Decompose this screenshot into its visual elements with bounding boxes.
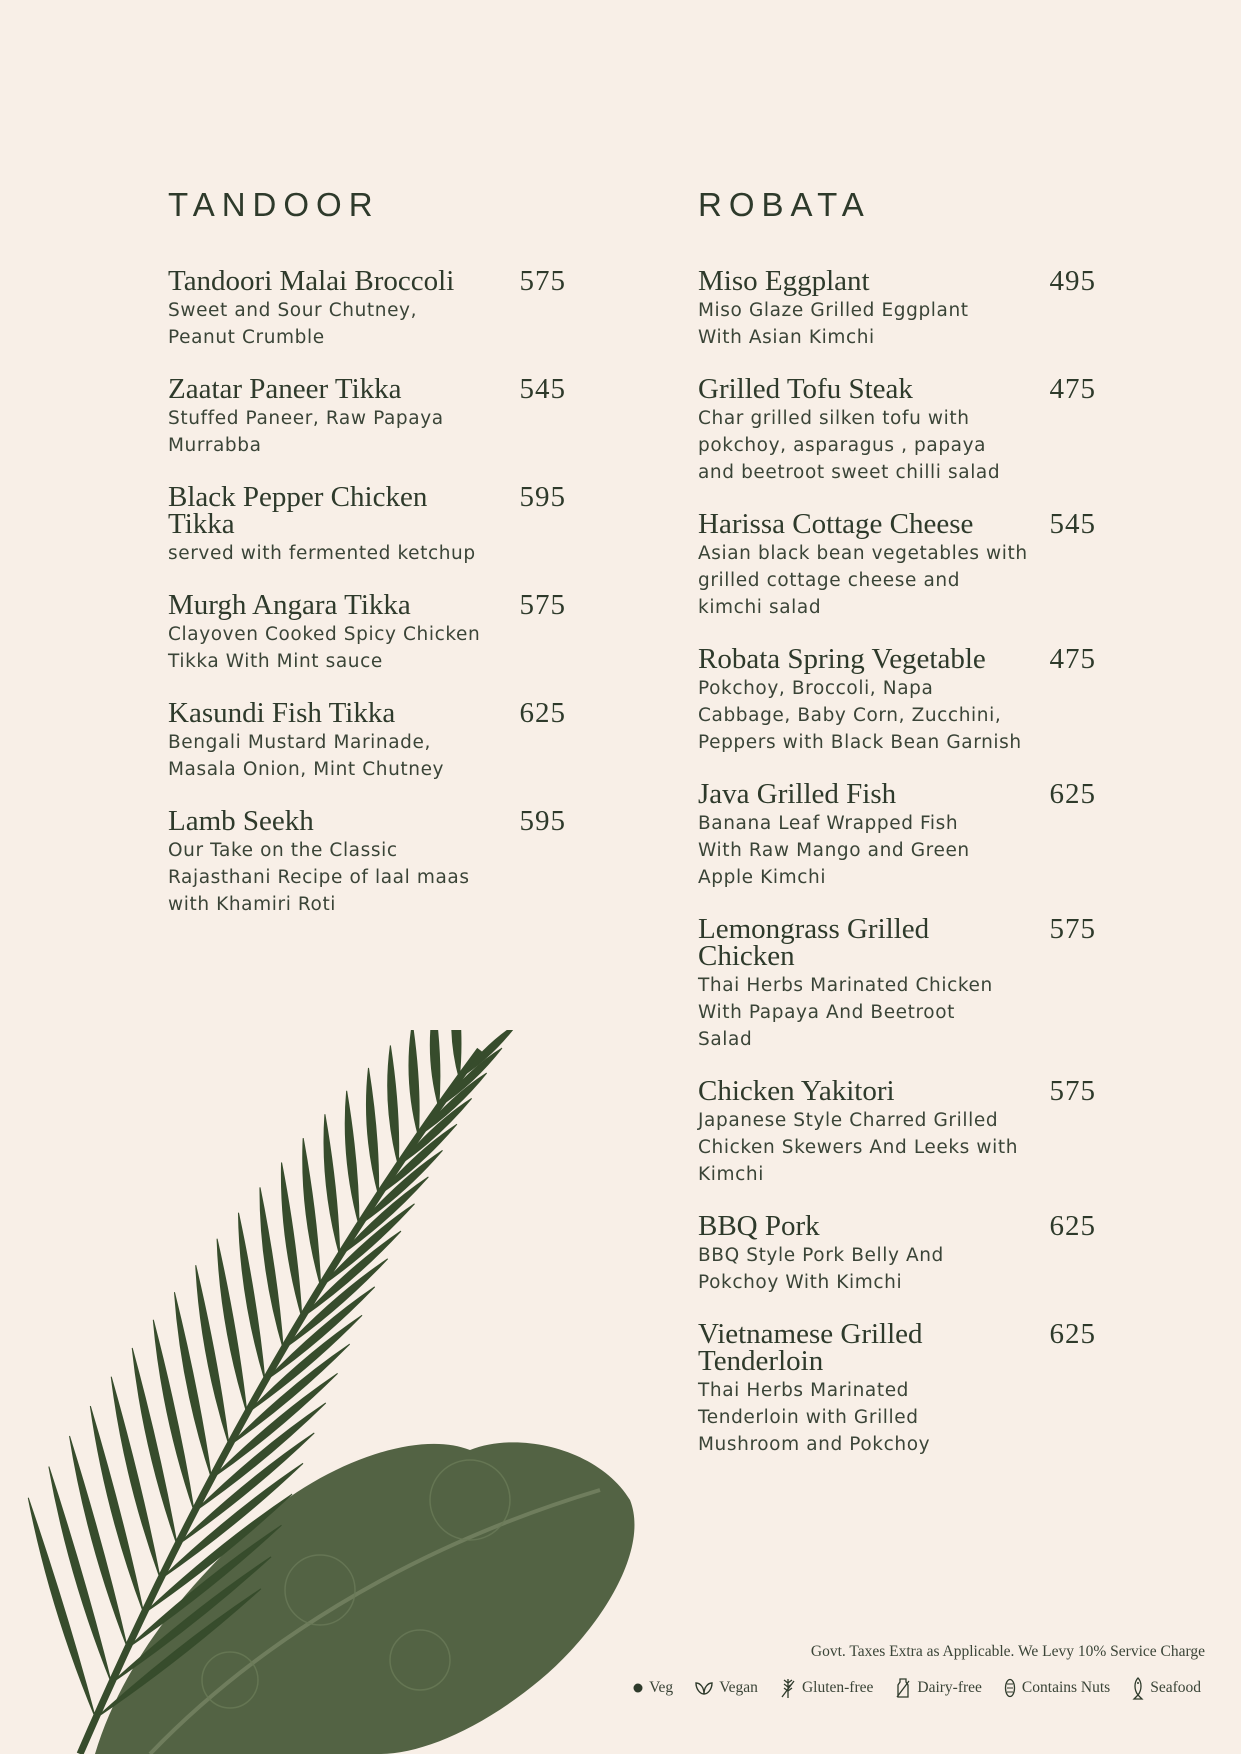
- item-price: 495: [1049, 265, 1096, 297]
- legend-item-gluten-free: [780, 1677, 873, 1699]
- palm-leaflet: [111, 1377, 160, 1580]
- item-name: Black Pepper Chicken Tikka: [168, 481, 428, 540]
- decorative-leaves-illustration: [0, 1030, 660, 1754]
- menu-item: [698, 265, 1096, 351]
- palm-leaflet: [459, 1030, 517, 1078]
- item-description: Char grilled silken tofu with pokchoy, asparagus , papaya and beetroot sweet chilli salad: [698, 408, 1001, 483]
- item-name: Grilled Tofu Steak: [698, 373, 913, 405]
- vegan-leaf-icon: [695, 1680, 713, 1696]
- dietary-legend: [633, 1676, 1201, 1700]
- item-description: Pokchoy, Broccoli, Napa Cabbage, Baby Corn, Zucchini, Peppers with Black Bean Garnish: [698, 678, 1022, 753]
- item-description: Thai Herbs Marinated Tenderloin with Grilled Mushroom and Pokchoy: [698, 1380, 931, 1455]
- item-name: Zaatar Paneer Tikka: [168, 373, 402, 405]
- item-name: Harissa Cottage Cheese: [698, 508, 974, 540]
- item-description: Clayoven Cooked Spicy Chicken Tikka With Mint sauce: [168, 624, 481, 672]
- item-price: 575: [1049, 913, 1096, 945]
- item-description: Banana Leaf Wrapped Fish With Raw Mango and Green Apple Kimchi: [698, 813, 970, 888]
- legend-item-dairy-free: [895, 1677, 982, 1699]
- item-name: Miso Eggplant: [698, 265, 870, 297]
- menu-item: [698, 778, 1096, 891]
- item-name: Chicken Yakitori: [698, 1075, 895, 1107]
- legend-label: Vegan: [719, 1679, 758, 1696]
- legend-label: Seafood: [1150, 1679, 1201, 1696]
- palm-leaflet: [238, 1213, 265, 1381]
- item-description: BBQ Style Pork Belly And Pokchoy With Kimchi: [698, 1245, 944, 1293]
- menu-item: [698, 1075, 1096, 1188]
- palm-leaflet: [409, 1030, 419, 1136]
- tax-note: Govt. Taxes Extra as Applicable. We Levy 10% Service Charge: [810, 1643, 1205, 1660]
- menu-item: [168, 265, 566, 351]
- item-price: 545: [1049, 508, 1096, 540]
- item-description: Asian black bean vegetables with grilled cottage cheese and kimchi salad: [698, 543, 1028, 618]
- legend-label: Contains Nuts: [1021, 1679, 1111, 1696]
- palm-leaflet: [366, 1068, 378, 1195]
- item-name: Java Grilled Fish: [698, 778, 897, 810]
- item-description: Sweet and Sour Chutney, Peanut Crumble: [168, 300, 418, 348]
- item-price: 575: [519, 265, 566, 297]
- item-price: 545: [519, 373, 566, 405]
- item-description: Miso Glaze Grilled Eggplant With Asian Kimchi: [698, 300, 969, 348]
- item-price: 625: [1049, 1210, 1096, 1242]
- nut-icon: [1004, 1678, 1016, 1698]
- item-description: Our Take on the Classic Rajasthani Recipe of laal maas with Khamiri Roti: [168, 840, 470, 915]
- item-name: Lamb Seekh: [168, 805, 314, 837]
- item-description: Thai Herbs Marinated Chicken With Papaya And Beetroot Salad: [698, 975, 993, 1050]
- palm-leaflet: [260, 1187, 283, 1349]
- item-price: 475: [1049, 373, 1096, 405]
- palm-leaflet: [70, 1436, 128, 1648]
- dairy-free-milk-icon: [895, 1677, 911, 1699]
- section-title-tandoor: TANDOOR: [168, 186, 380, 223]
- legend-item-seafood: [1132, 1676, 1201, 1700]
- menu-item: [698, 373, 1096, 486]
- section-title-robata: ROBATA: [698, 186, 871, 223]
- item-description: Bengali Mustard Marinade, Masala Onion, Mint Chutney: [168, 732, 445, 780]
- menu-item: [168, 481, 566, 567]
- item-price: 625: [1049, 1318, 1096, 1350]
- item-name: Tandoori Malai Broccoli: [168, 265, 455, 297]
- item-price: 625: [1049, 778, 1096, 810]
- robata-list: [698, 265, 1096, 1483]
- palm-leaflet: [303, 1138, 321, 1286]
- legend-item-vegan: [695, 1679, 758, 1697]
- item-price: 575: [1049, 1075, 1096, 1107]
- item-name: Kasundi Fish Tikka: [168, 697, 396, 729]
- item-price: 575: [519, 589, 566, 621]
- legend-item-contains-nuts: [1004, 1678, 1110, 1698]
- palm-leaflet: [430, 1030, 440, 1107]
- menu-item: [698, 1318, 1096, 1458]
- menu-item: [698, 508, 1096, 621]
- palm-leaflet: [345, 1091, 359, 1225]
- item-price: 475: [1049, 643, 1096, 675]
- banana-leaf-shape: [95, 1442, 634, 1754]
- palm-leaflet: [281, 1162, 301, 1317]
- palm-leaflet: [388, 1045, 399, 1165]
- item-description: Stuffed Paneer, Raw Papaya Murrabba: [168, 408, 444, 456]
- item-name: BBQ Pork: [698, 1210, 820, 1242]
- legend-label: Dairy-free: [917, 1679, 982, 1696]
- gluten-free-wheat-icon: [780, 1677, 796, 1699]
- menu-item: [698, 1210, 1096, 1296]
- menu-item: [168, 697, 566, 783]
- item-price: 595: [519, 481, 566, 513]
- palm-leaflet: [132, 1348, 177, 1545]
- fish-icon: [1132, 1676, 1144, 1700]
- item-price: 595: [519, 805, 566, 837]
- palm-leaflet: [452, 1030, 461, 1078]
- veg-dot-icon: [633, 1683, 643, 1693]
- tandoor-list: [168, 265, 566, 943]
- item-name: Murgh Angara Tikka: [168, 589, 411, 621]
- menu-item: [168, 373, 566, 459]
- palm-leaflet: [324, 1114, 340, 1256]
- item-name: Lemongrass Grilled Chicken: [698, 913, 930, 972]
- legend-item-veg: [633, 1679, 673, 1697]
- item-name: Robata Spring Vegetable: [698, 643, 986, 675]
- menu-item: [698, 643, 1096, 756]
- legend-label: Veg: [649, 1679, 674, 1696]
- menu-item: [168, 805, 566, 918]
- item-name: Vietnamese Grilled Tenderloin: [698, 1318, 923, 1377]
- menu-item: [168, 589, 566, 675]
- item-price: 625: [519, 697, 566, 729]
- palm-leaflet: [90, 1406, 143, 1613]
- legend-label: Gluten-free: [801, 1679, 874, 1696]
- item-description: served with fermented ketchup: [168, 543, 476, 564]
- menu-item: [698, 913, 1096, 1053]
- palm-leaflet: [439, 1048, 502, 1107]
- item-description: Japanese Style Charred Grilled Chicken Skewers And Leeks with Kimchi: [698, 1110, 1019, 1185]
